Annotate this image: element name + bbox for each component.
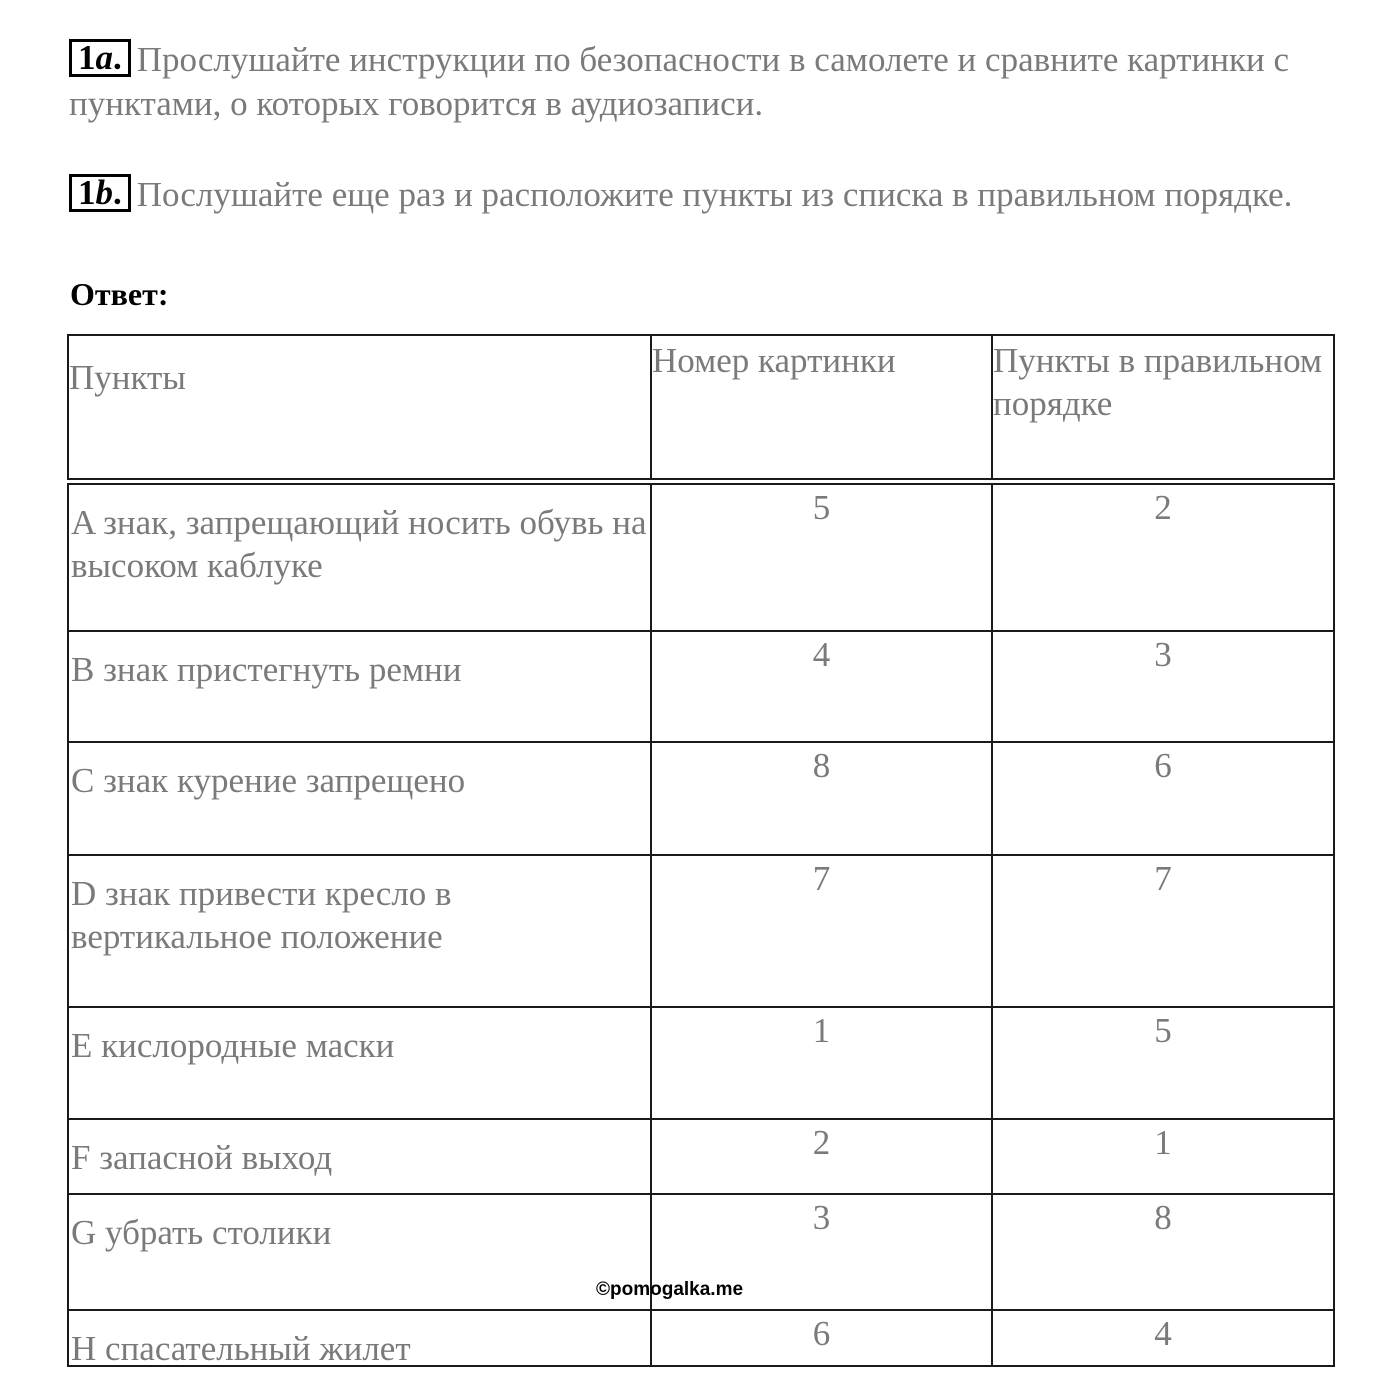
row-picture-number: 4 bbox=[652, 630, 993, 741]
row-item: G убрать столики bbox=[67, 1193, 652, 1309]
row-order: 1 bbox=[993, 1118, 1335, 1193]
watermark: ©pomogalka.me bbox=[596, 1279, 744, 1300]
header-correct-order: Пункты в правильном порядке bbox=[993, 334, 1335, 478]
row-order: 3 bbox=[993, 630, 1335, 741]
row-order: 6 bbox=[993, 741, 1335, 854]
row-order: 4 bbox=[993, 1309, 1335, 1367]
row-item: F запасной выход bbox=[67, 1118, 652, 1193]
row-order: 7 bbox=[993, 854, 1335, 1006]
task-1b-text: Послушайте еще раз и расположите пункты из списка в правильном порядке. bbox=[136, 175, 1293, 214]
row-item: E кислородные маски bbox=[67, 1006, 652, 1118]
answer-table bbox=[67, 334, 1335, 1368]
row-item: B знак пристегнуть ремни bbox=[67, 630, 652, 741]
row-item: A знак, запрещающий носить обувь на высоком каблуке bbox=[67, 483, 652, 630]
row-picture-number: 2 bbox=[652, 1118, 993, 1193]
row-picture-number: 8 bbox=[652, 741, 993, 854]
task-1a-badge: 1a. bbox=[69, 39, 131, 77]
task-1b-badge: 1b. bbox=[69, 174, 131, 212]
row-item: H спасательный жилет bbox=[67, 1309, 652, 1367]
row-order: 5 bbox=[993, 1006, 1335, 1118]
task-1a-text: Прослушайте инструкции по безопасности в самолете и сравните картинки с пунктами, о которых говорится в аудиозаписи. bbox=[69, 40, 1289, 123]
row-order: 2 bbox=[993, 483, 1335, 630]
row-item: C знак курение запрещено bbox=[67, 741, 652, 854]
row-picture-number: 3 bbox=[652, 1193, 993, 1309]
row-picture-number: 7 bbox=[652, 854, 993, 1006]
row-item: D знак привести кресло в вертикальное положение bbox=[67, 854, 652, 1006]
header-items: Пункты bbox=[67, 334, 652, 478]
task-1b bbox=[69, 173, 1339, 217]
answer-label: Ответ: bbox=[70, 276, 169, 312]
row-picture-number: 1 bbox=[652, 1006, 993, 1118]
row-order: 8 bbox=[993, 1193, 1335, 1309]
row-picture-number: 6 bbox=[652, 1309, 993, 1367]
task-1a bbox=[69, 38, 1339, 126]
header-picture-number: Номер картинки bbox=[652, 334, 993, 478]
row-picture-number: 5 bbox=[652, 483, 993, 630]
